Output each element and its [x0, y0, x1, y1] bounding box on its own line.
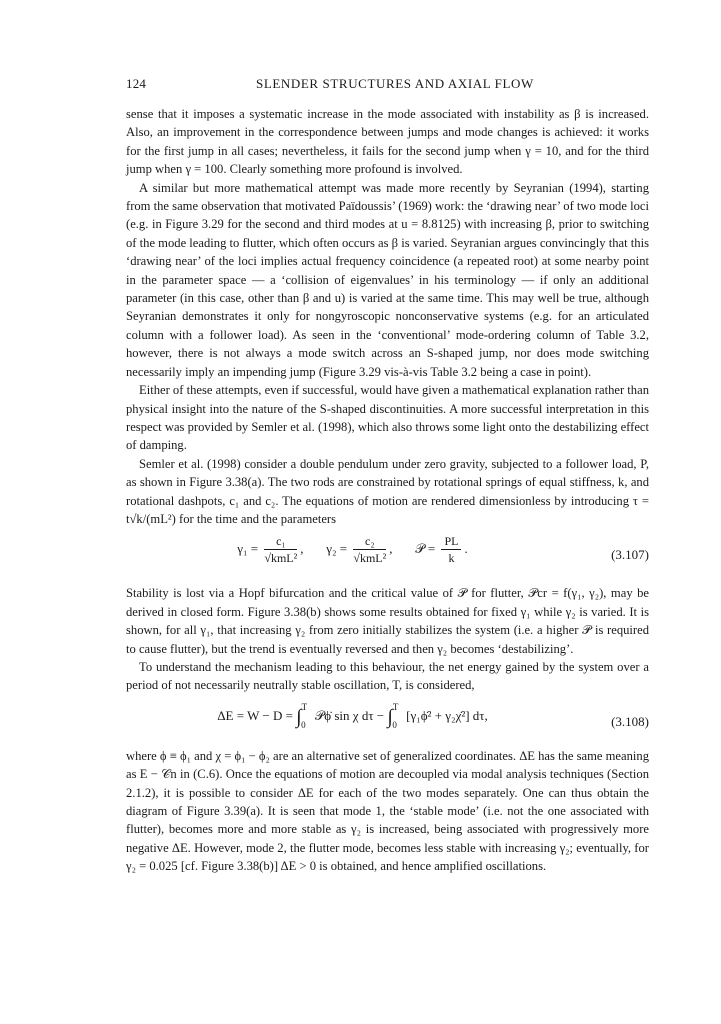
p-numerator: PL — [441, 534, 461, 550]
upper-limit-1: T — [301, 701, 308, 712]
gamma1-lhs: γ₁ = — [237, 541, 259, 557]
paragraph-4: Semler et al. (1998) consider a double pendulum under zero gravity, subjected to a follower load, P, as shown in Figure 3.38(a). The two rods are constrained by rotational springs of equal stiffness, k, and rotational dashpots, c₁ and c₂. The equations of motion are rendered dimensionless by introducing τ = t√k/(mL²) for the time and the parameters — [126, 456, 649, 526]
equation-3-107: γ₁ = $\frac{\text{c₁}}{\text{√kmL²}}$ , γ₂ = $\frac{\text{c₂}}{\text{√kmL²}}$ , 𝒫 = $\frac{PL}{k}$ . (3.107) — [237, 534, 649, 566]
paragraph-7: where ϕ ≡ ϕ₁ and χ = ϕ₁ − ϕ₂ are an alternative set of generalized coordinates. ΔE has the same meaning as E − 𝒞n in (C.6). Once the equations of motion are decoupled via modal analysis techniques (Section 2.1.2), it is possible to consider ΔE for each of the two modes separately. One can thus obtain the diagram of Figure 3.39(a). It is seen that mode 1, the ‘stable mode’ (i.e. not the one associated with flutter), becomes more and more stable as γ₂ is increased, being associated with progressively more negative ΔE. However, mode 2, the flutter mode, becomes less stable with increasing γ₂; eventually, for γ₂ = 0.025 [cf. Figure 3.38(b)] ΔE > 0 is obtained, and hence amplified oscillations. — [126, 748, 649, 874]
p-denominator: k — [448, 551, 455, 566]
paragraph-1: sense that it imposes a systematic increase in the mode associated with instability as β is increased. Also, an improvement in the correspondence between jumps and mode changes is achieved: it works for the first jump in all cases; nevertheless, it fails for the second jump when γ = 10, and for the third jump when γ = 100. Clearly something more profound is involved. — [126, 107, 649, 177]
gamma2-numerator: c₂ — [353, 534, 386, 550]
equation-number-3-107: (3.107) — [611, 547, 649, 563]
equation-3-108 — [126, 701, 649, 741]
integrand-1: 𝒫ϕ̇ sin χ dτ − — [314, 707, 385, 723]
integral-sign-2: ∫ — [387, 705, 393, 728]
page-number: 124 — [126, 76, 147, 91]
paragraph-6: To understand the mechanism leading to this behaviour, the net energy gained by the system over a period of not necessarily neutrally stable oscillation, T, is considered, — [126, 659, 649, 693]
gamma2-fraction — [353, 534, 386, 566]
gamma1-denominator: √kmL² — [264, 551, 298, 566]
energy-lhs: ΔE = W − D = — [217, 707, 293, 723]
page-header — [126, 76, 646, 94]
body-text — [126, 105, 649, 876]
upper-limit-2: T — [392, 701, 399, 712]
paragraph-3: Either of these attempts, even if successful, would have given a mathematical explanation rather than physical insight into the nature of the S-shaped discontinuities. A more successful interpretation in this respect was provided by Semler et al. (1998), which also throws some light onto the destabilizing effect of damping. — [126, 383, 649, 453]
running-title: SLENDER STRUCTURES AND AXIAL FLOW — [256, 76, 534, 91]
paragraph-2: A similar but more mathematical attempt was made more recently by Seyranian (1994), starting from the same observation that motivated Païdoussis’ (1969) work: the ‘drawing near’ of two mode loci (e.g. in Figure 3.29 for the second and third modes at u = 8.8125) with increasing β, prior to switching of the mode leading to flutter, which often occurs as β is varied. Seyranian argues convincingly that this ‘drawing near’ of the loci implies actual frequency coincidence (a repeated root) at some nearby point in the parameter space — a ‘collision of eigenvalues’ in his terminology — if only an additional parameter (in this case, other than β and u) is varied at the same time. This may well be true, although Seyranian demonstrates it only for nongyroscopic nonconservative systems (e.g. for an articulated column with a follower load). As seen in the ‘conventional’ mode-ordering column of Table 3.2, however, there is not always a mode switch across an S-shaped jump, nor does mode switching necessarily imply an impending jump (Figure 3.29 vis-à-vis Table 3.2 being a case in point). — [126, 180, 649, 379]
p-lhs: 𝒫 = — [415, 541, 436, 557]
integrand-2: [γ₁ϕ̇² + γ₂χ̇²] dτ, — [406, 707, 488, 723]
integral-sign-1: ∫ — [296, 705, 302, 728]
paragraph-5: Stability is lost via a Hopf bifurcation and the critical value of 𝒫 for flutter, 𝒫cr = f(γ₁, γ₂), may be derived in closed form. Figure 3.38(b) shows some results obtained for fixed γ₁ while γ₂ is varied. It is shown, for all γ₁, that increasing γ₂ from zero initially stabilizes the system (i.e. a higher 𝒫 is required to cause flutter), but the trend is eventually reversed and then γ₂ becomes ‘destabilizing’. — [126, 586, 649, 656]
lower-limit-1: 0 — [301, 719, 306, 730]
gamma2-lhs: γ₂ = — [326, 541, 348, 557]
lower-limit-2: 0 — [392, 719, 397, 730]
gamma1-fraction — [264, 534, 297, 566]
equation-number-3-108: (3.108) — [611, 713, 649, 729]
p-fraction — [441, 534, 461, 566]
gamma1-numerator: c₁ — [264, 534, 297, 550]
gamma2-denominator: √kmL² — [353, 551, 387, 566]
